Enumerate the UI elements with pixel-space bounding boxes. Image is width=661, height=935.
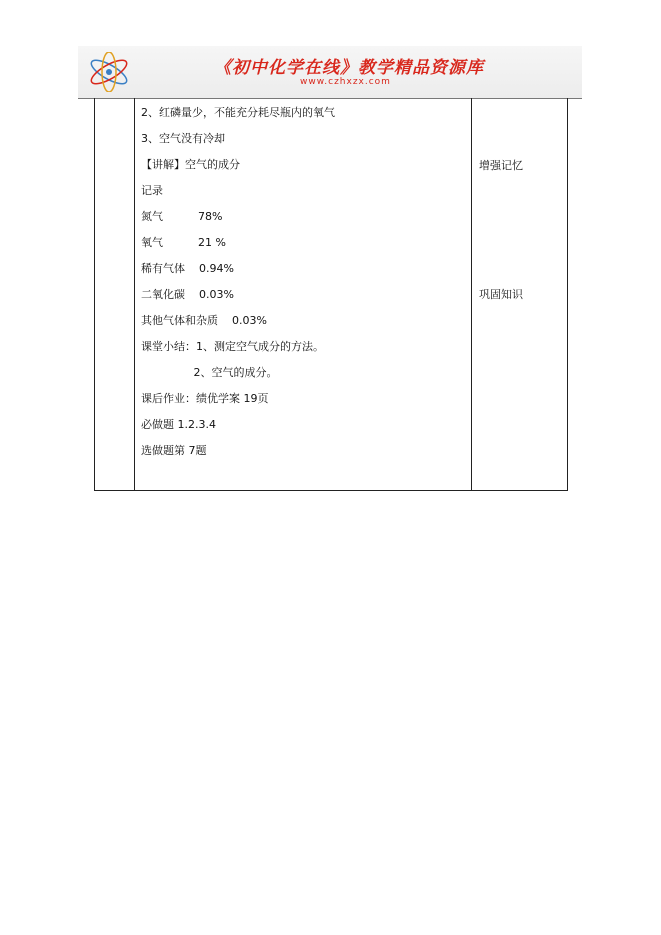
text-line: 选做题第 7题 (141, 444, 207, 457)
brand-url: www.czhxzx.com (300, 77, 391, 87)
text-line: 氧气 21 % (141, 236, 226, 249)
text-line: 3、空气没有冷却 (141, 132, 225, 145)
text-line: 氮气 78% (141, 210, 223, 223)
column-divider-right (471, 98, 472, 490)
text-line: 二氧化碳 0.03% (141, 288, 234, 301)
text-line: 课堂小结：1、测定空气成分的方法。 (141, 340, 324, 353)
side-note-consolidate: 巩固知识 (479, 288, 523, 301)
text-line: 2、空气的成分。 (141, 366, 278, 379)
text-line: 记录 (141, 184, 163, 197)
text-line: 2、红磷量少，不能充分耗尽瓶内的氧气 (141, 106, 335, 119)
column-divider-left (134, 98, 135, 490)
text-line: 其他气体和杂质 0.03% (141, 314, 267, 327)
atom-logo-icon (86, 52, 132, 92)
brand-title: 《初中化学在线》教学精品资源库 (214, 58, 484, 78)
header-banner (78, 46, 582, 99)
side-note-memory: 增强记忆 (479, 159, 523, 172)
lesson-table (94, 98, 568, 491)
text-line: 【讲解】空气的成分 (141, 158, 240, 171)
text-line: 稀有气体 0.94% (141, 262, 234, 275)
text-line: 必做题 1.2.3.4 (141, 418, 216, 431)
text-line: 课后作业：绩优学案 19页 (141, 392, 269, 405)
